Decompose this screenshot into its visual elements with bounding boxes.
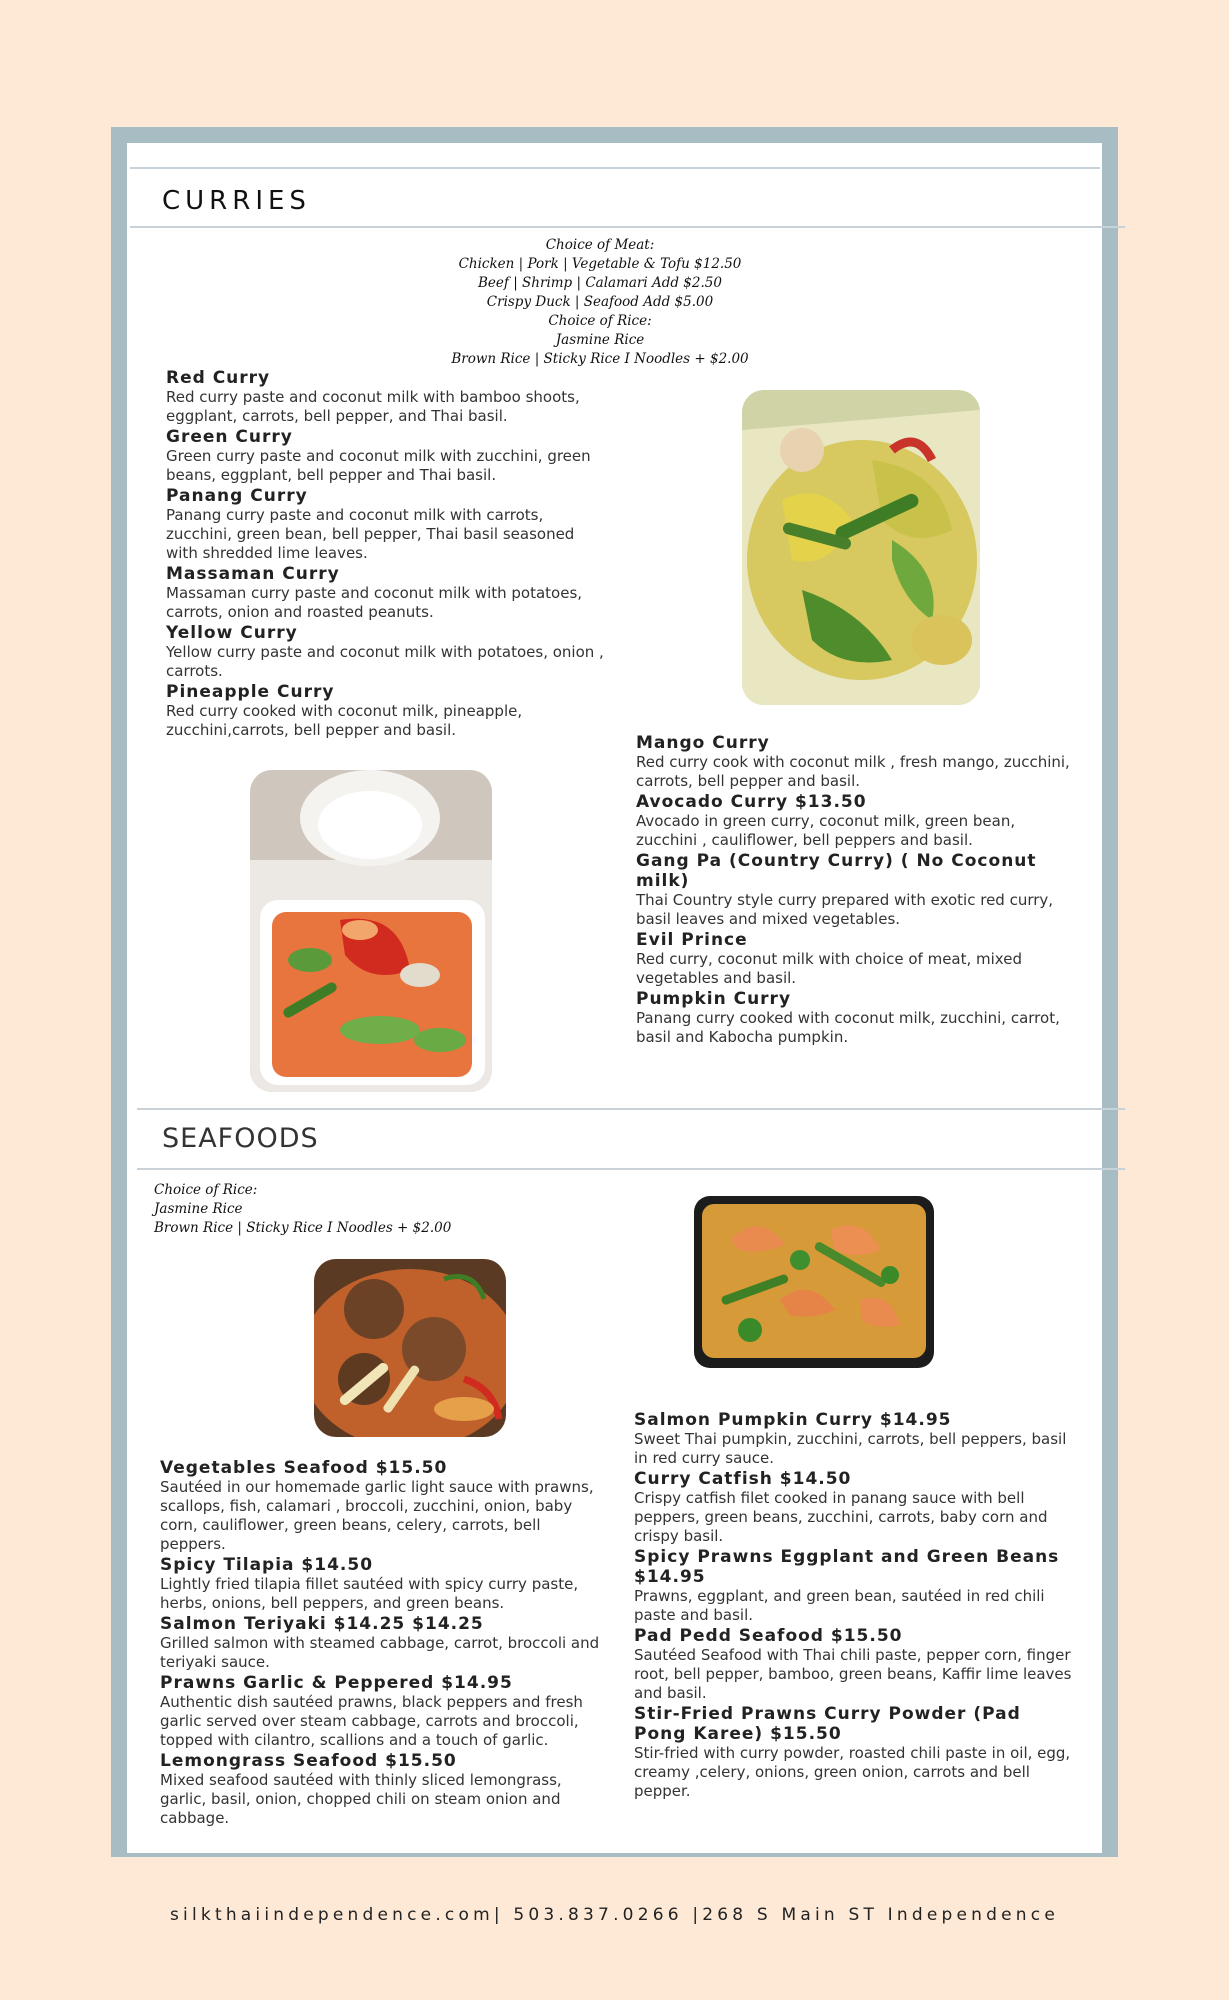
item-description: Sweet Thai pumpkin, zucchini, carrots, bell peppers, basil in red curry sauce. — [634, 1430, 1067, 1467]
curries-top-rule — [130, 167, 1100, 169]
seafoods-right-column — [634, 1410, 1074, 1802]
item-name: Mango Curry — [636, 733, 770, 753]
item-name: Salmon Pumpkin Curry $14.95 — [634, 1410, 952, 1430]
note-line: Choice of Rice: — [548, 313, 652, 329]
note-line: Choice of Meat: — [545, 237, 655, 253]
menu-item — [166, 623, 606, 681]
item-name: Avocado Curry $13.50 — [636, 792, 867, 812]
seafoods-left-column — [160, 1458, 600, 1829]
item-description: Avocado in green curry, coconut milk, green bean, zucchini , cauliflower, bell peppers and basil. — [636, 812, 1016, 849]
seafoods-choice-note — [154, 1181, 451, 1238]
item-name: Vegetables Seafood $15.50 — [160, 1458, 448, 1478]
seafoods-title: SEAFOODS — [162, 1123, 319, 1154]
item-description: Crispy catfish filet cooked in panang sauce with bell peppers, green beans, zucchini, carrots, baby corn and crispy basil. — [634, 1489, 1048, 1545]
menu-item — [166, 368, 606, 426]
menu-item — [160, 1673, 600, 1750]
menu-item — [160, 1458, 600, 1554]
note-line: Choice of Rice: — [154, 1182, 258, 1198]
item-description: Prawns, eggplant, and green bean, sautéed in red chili paste and basil. — [634, 1587, 1045, 1624]
menu-item — [634, 1469, 1074, 1546]
item-description: Panang curry cooked with coconut milk, zucchini, carrot, basil and Kabocha pumpkin. — [636, 1009, 1060, 1046]
curries-title: CURRIES — [162, 186, 311, 216]
item-name: Spicy Prawns Eggplant and Green Beans $14.95 — [634, 1547, 1060, 1587]
menu-item — [160, 1555, 600, 1613]
seafood-curry-photo — [314, 1259, 506, 1437]
note-line: Crispy Duck | Seafood Add $5.00 — [486, 294, 714, 310]
menu-item — [636, 792, 1076, 850]
menu-item — [636, 733, 1076, 791]
item-name: Stir-Fried Prawns Curry Powder (Pad Pong Karee) $15.50 — [634, 1704, 1021, 1744]
item-description: Green curry paste and coconut milk with zucchini, green beans, eggplant, bell pepper and Thai basil. — [166, 447, 591, 484]
item-name: Pumpkin Curry — [636, 989, 792, 1009]
item-name: Pad Pedd Seafood $15.50 — [634, 1626, 903, 1646]
item-name: Gang Pa (Country Curry) ( No Coconut milk) — [636, 851, 1037, 891]
note-line: Beef | Shrimp | Calamari Add $2.50 — [478, 275, 722, 291]
footer-contact: silkthaiindependence.com| 503.837.0266 |268 S Main ST Independence — [170, 1905, 1059, 1925]
item-description: Yellow curry paste and coconut milk with potatoes, onion , carrots. — [166, 643, 604, 680]
curries-left-column — [166, 368, 606, 741]
menu-item — [166, 427, 606, 485]
menu-item — [160, 1751, 600, 1828]
red-curry-photo — [250, 770, 492, 1092]
item-description: Thai Country style curry prepared with exotic red curry, basil leaves and mixed vegetables. — [636, 891, 1054, 928]
item-name: Spicy Tilapia $14.50 — [160, 1555, 374, 1575]
seafoods-bottom-rule — [137, 1168, 1125, 1170]
green-curry-photo — [742, 390, 980, 705]
item-description: Sautéed Seafood with Thai chili paste, pepper corn, finger root, bell pepper, bamboo, green beans, Kaffir lime leaves and basil. — [634, 1646, 1072, 1702]
menu-item — [166, 564, 606, 622]
item-name: Green Curry — [166, 427, 293, 447]
menu-item — [634, 1410, 1074, 1468]
shrimp-curry-photo — [690, 1190, 938, 1375]
item-name: Salmon Teriyaki $14.25 $14.25 — [160, 1614, 484, 1634]
item-description: Red curry paste and coconut milk with bamboo shoots, eggplant, carrots, bell pepper, and Thai basil. — [166, 388, 580, 425]
item-description: Massaman curry paste and coconut milk with potatoes, carrots, onion and roasted peanuts. — [166, 584, 583, 621]
item-name: Prawns Garlic & Peppered $14.95 — [160, 1673, 513, 1693]
item-description: Grilled salmon with steamed cabbage, carrot, broccoli and teriyaki sauce. — [160, 1634, 600, 1671]
menu-item — [166, 486, 606, 563]
note-line: Chicken | Pork | Vegetable & Tofu $12.50 — [458, 256, 742, 272]
item-description: Red curry cooked with coconut milk, pineapple, zucchini,carrots, bell pepper and basil. — [166, 702, 523, 739]
menu-item — [634, 1704, 1074, 1801]
item-name: Lemongrass Seafood $15.50 — [160, 1751, 457, 1771]
menu-item — [634, 1626, 1074, 1703]
item-name: Yellow Curry — [166, 623, 298, 643]
item-name: Evil Prince — [636, 930, 748, 950]
menu-item — [160, 1614, 600, 1672]
curries-bottom-rule — [130, 226, 1125, 228]
item-name: Red Curry — [166, 368, 271, 388]
item-name: Pineapple Curry — [166, 682, 335, 702]
note-line: Brown Rice | Sticky Rice I Noodles + $2.00 — [154, 1220, 452, 1236]
note-line: Brown Rice | Sticky Rice I Noodles + $2.00 — [451, 351, 749, 367]
item-name: Massaman Curry — [166, 564, 340, 584]
curries-choice-note — [440, 236, 760, 369]
menu-item — [636, 989, 1076, 1047]
item-description: Red curry cook with coconut milk , fresh mango, zucchini, carrots, bell pepper and basil. — [636, 753, 1070, 790]
seafoods-top-rule — [137, 1108, 1125, 1110]
item-description: Panang curry paste and coconut milk with carrots, zucchini, green bean, bell pepper, Thai basil seasoned with shredded lime leaves. — [166, 506, 575, 562]
menu-item — [636, 930, 1076, 988]
menu-item — [634, 1547, 1074, 1625]
item-description: Stir-fried with curry powder, roasted chili paste in oil, egg, creamy ,celery, onions, green onion, carrots and bell pepper. — [634, 1744, 1071, 1800]
item-description: Mixed seafood sautéed with thinly sliced lemongrass, garlic, basil, onion, chopped chili on steam onion and cabbage. — [160, 1771, 562, 1827]
menu-item — [636, 851, 1076, 929]
item-description: Lightly fried tilapia fillet sautéed with spicy curry paste, herbs, onions, bell peppers, and green beans. — [160, 1575, 579, 1612]
note-line: Jasmine Rice — [154, 1201, 243, 1217]
note-line: Jasmine Rice — [555, 332, 645, 348]
item-name: Curry Catfish $14.50 — [634, 1469, 852, 1489]
item-name: Panang Curry — [166, 486, 308, 506]
item-description: Authentic dish sautéed prawns, black peppers and fresh garlic served over steam cabbage, carrots and broccoli, topped with cilantro, scallions and a touch of garlic. — [160, 1693, 583, 1749]
curries-right-column — [636, 733, 1076, 1048]
item-description: Red curry, coconut milk with choice of meat, mixed vegetables and basil. — [636, 950, 1022, 987]
item-description: Sautéed in our homemade garlic light sauce with prawns, scallops, fish, calamari , broccoli, zucchini, onion, baby corn, cauliflower, green beans, celery, carrots, bell peppers. — [160, 1478, 594, 1553]
menu-item — [166, 682, 606, 740]
